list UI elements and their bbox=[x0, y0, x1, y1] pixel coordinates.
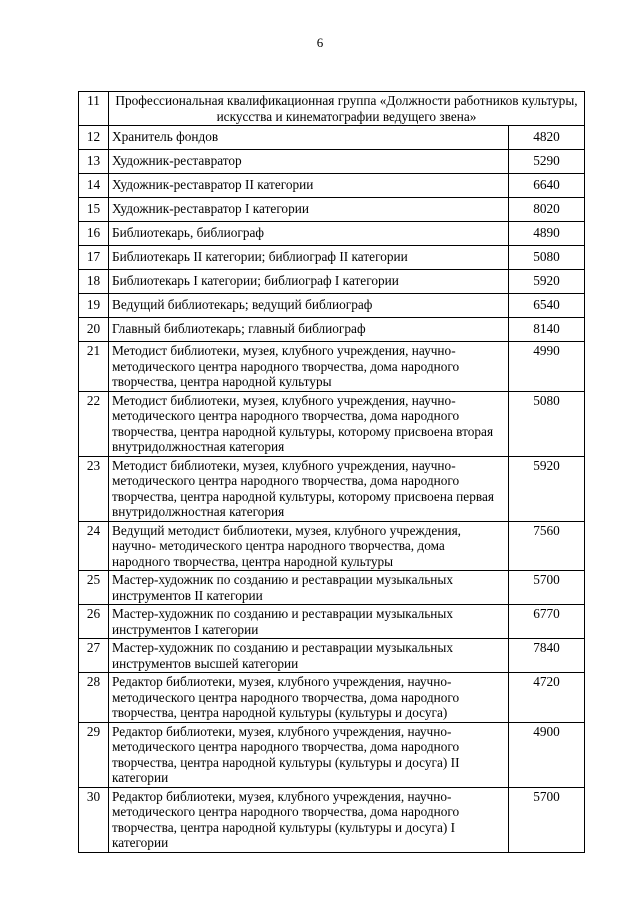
position-name: Редактор библиотеки, музея, клубного учреждения, научно-методического центра народного творчества, дома народного творчества, центра народной культуры (культуры и досуга) I категории bbox=[109, 787, 509, 852]
position-name: Главный библиотекарь; главный библиограф bbox=[109, 318, 509, 342]
salary-value: 4890 bbox=[508, 222, 584, 246]
salary-value: 8140 bbox=[508, 318, 584, 342]
row-number: 29 bbox=[79, 722, 109, 787]
table-row bbox=[79, 787, 585, 852]
row-number: 19 bbox=[79, 294, 109, 318]
salary-value: 7560 bbox=[508, 521, 584, 571]
row-number: 23 bbox=[79, 456, 109, 521]
row-number: 25 bbox=[79, 571, 109, 605]
salary-value: 7840 bbox=[508, 639, 584, 673]
group-number: 11 bbox=[79, 92, 109, 126]
salary-value: 5080 bbox=[508, 391, 584, 456]
row-number: 26 bbox=[79, 605, 109, 639]
position-name: Методист библиотеки, музея, клубного учреждения, научно-методического центра народного творчества, дома народного творчества, центра народной культуры, которому присвоена первая внутридолжностная категория bbox=[109, 456, 509, 521]
table-row bbox=[79, 605, 585, 639]
salary-value: 6640 bbox=[508, 174, 584, 198]
position-name: Ведущий библиотекарь; ведущий библиограф bbox=[109, 294, 509, 318]
salary-value: 5700 bbox=[508, 787, 584, 852]
position-name: Мастер-художник по созданию и реставрации музыкальных инструментов II категории bbox=[109, 571, 509, 605]
salary-value: 5290 bbox=[508, 150, 584, 174]
table-row bbox=[79, 150, 585, 174]
row-number: 17 bbox=[79, 246, 109, 270]
table-row bbox=[79, 571, 585, 605]
salary-value: 6540 bbox=[508, 294, 584, 318]
table-row bbox=[79, 222, 585, 246]
row-number: 27 bbox=[79, 639, 109, 673]
position-name: Художник-реставратор bbox=[109, 150, 509, 174]
row-number: 15 bbox=[79, 198, 109, 222]
table-row bbox=[79, 198, 585, 222]
position-name: Хранитель фондов bbox=[109, 126, 509, 150]
row-number: 16 bbox=[79, 222, 109, 246]
row-number: 14 bbox=[79, 174, 109, 198]
table-row bbox=[79, 126, 585, 150]
position-name: Мастер-художник по созданию и реставрации музыкальных инструментов высшей категории bbox=[109, 639, 509, 673]
table-row bbox=[79, 294, 585, 318]
row-number: 30 bbox=[79, 787, 109, 852]
salary-value: 5700 bbox=[508, 571, 584, 605]
salary-value: 5080 bbox=[508, 246, 584, 270]
table-row bbox=[79, 391, 585, 456]
row-number: 13 bbox=[79, 150, 109, 174]
group-header-row bbox=[79, 92, 585, 126]
row-number: 22 bbox=[79, 391, 109, 456]
row-number: 12 bbox=[79, 126, 109, 150]
salary-value: 5920 bbox=[508, 456, 584, 521]
row-number: 21 bbox=[79, 342, 109, 392]
position-name: Библиотекарь, библиограф bbox=[109, 222, 509, 246]
table-row bbox=[79, 722, 585, 787]
table-row bbox=[79, 174, 585, 198]
table-row bbox=[79, 673, 585, 723]
page-number: 6 bbox=[316, 35, 324, 50]
row-number: 24 bbox=[79, 521, 109, 571]
salary-value: 4720 bbox=[508, 673, 584, 723]
table-row bbox=[79, 318, 585, 342]
table-row bbox=[79, 246, 585, 270]
salary-value: 8020 bbox=[508, 198, 584, 222]
salary-value: 4900 bbox=[508, 722, 584, 787]
row-number: 28 bbox=[79, 673, 109, 723]
table-row bbox=[79, 521, 585, 571]
row-number: 18 bbox=[79, 270, 109, 294]
table-row bbox=[79, 342, 585, 392]
position-name: Редактор библиотеки, музея, клубного учреждения, научно-методического центра народного творчества, дома народного творчества, центра народной культуры (культуры и досуга) II категории bbox=[109, 722, 509, 787]
salary-value: 5920 bbox=[508, 270, 584, 294]
position-name: Библиотекарь I категории; библиограф I категории bbox=[109, 270, 509, 294]
position-name: Методист библиотеки, музея, клубного учреждения, научно-методического центра народного творчества, дома народного творчества, центра народной культуры, которому присвоена вторая внутридолжностная категория bbox=[109, 391, 509, 456]
group-title: Профессиональная квалификационная группа «Должности работников культуры, искусства и кинематографии ведущего звена» bbox=[109, 92, 585, 126]
position-name: Мастер-художник по созданию и реставрации музыкальных инструментов I категории bbox=[109, 605, 509, 639]
position-name: Библиотекарь II категории; библиограф II категории bbox=[109, 246, 509, 270]
position-name: Художник-реставратор II категории bbox=[109, 174, 509, 198]
position-name: Ведущий методист библиотеки, музея, клубного учреждения, научно- методического центра народного творчества, дома народного творчества, центра народной культуры bbox=[109, 521, 509, 571]
table-row bbox=[79, 456, 585, 521]
salary-value: 6770 bbox=[508, 605, 584, 639]
position-name: Методист библиотеки, музея, клубного учреждения, научно-методического центра народного творчества, дома народного творчества, центра народной культуры bbox=[109, 342, 509, 392]
table-row bbox=[79, 270, 585, 294]
salary-table bbox=[78, 91, 585, 853]
row-number: 20 bbox=[79, 318, 109, 342]
salary-value: 4820 bbox=[508, 126, 584, 150]
table-row bbox=[79, 639, 585, 673]
salary-value: 4990 bbox=[508, 342, 584, 392]
position-name: Редактор библиотеки, музея, клубного учреждения, научно-методического центра народного творчества, дома народного творчества, центра народной культуры (культуры и досуга) bbox=[109, 673, 509, 723]
position-name: Художник-реставратор I категории bbox=[109, 198, 509, 222]
